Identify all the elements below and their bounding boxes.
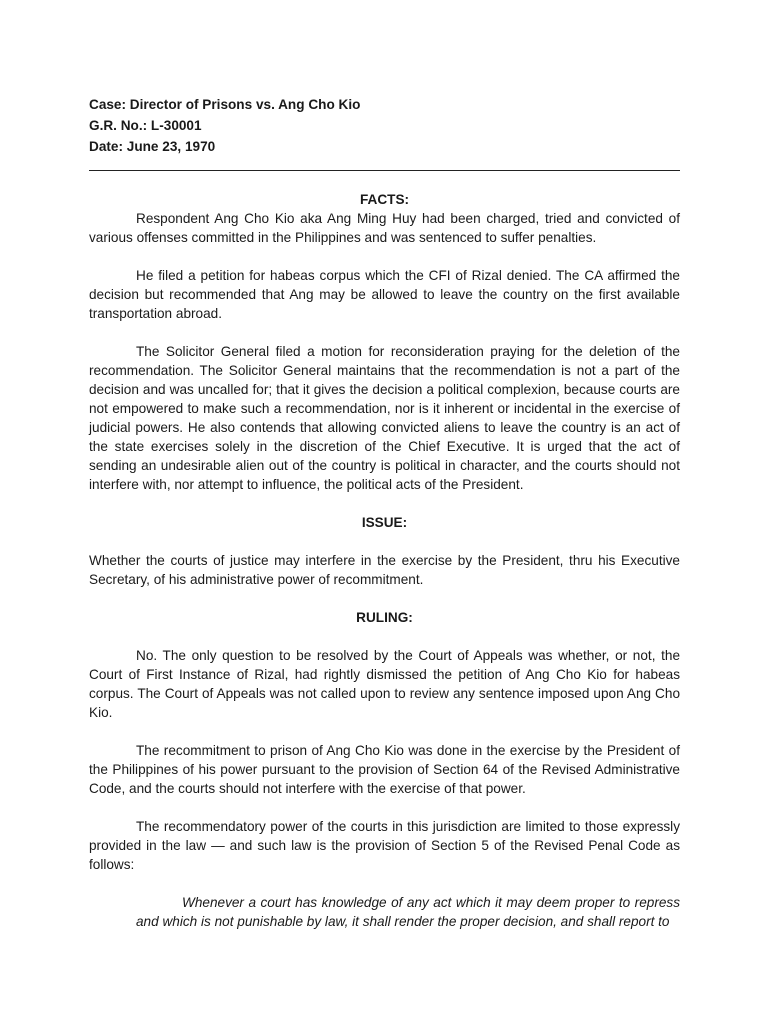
case-title: Case: Director of Prisons vs. Ang Cho Kio [89,97,361,112]
facts-paragraph-2: He filed a petition for habeas corpus which the CFI of Rizal denied. The CA affirmed the decision but recommended that Ang may be allowed to leave the country on the first available transportation abroad. [89,268,680,321]
case-date: Date: June 23, 1970 [89,139,216,154]
facts-heading: FACTS: [359,192,410,207]
ruling-paragraph-2: The recommitment to prison of Ang Cho Kio was done in the exercise by the President of the Philippines of his power pursuant to the provision of Section 64 of the Revised Administrative Code, and the courts should not interfere with the exercise of that power. [89,743,680,796]
document-body [89,190,680,931]
case-header [89,94,360,157]
ruling-quote: Whenever a court has knowledge of any act which it may deem proper to repress and which is not punishable by law, it shall render the proper decision, and shall report to [136,895,680,929]
facts-paragraph-1: Respondent Ang Cho Kio aka Ang Ming Huy had been charged, tried and convicted of various offenses committed in the Philippines and was sentenced to suffer penalties. [89,211,680,245]
gr-number: G.R. No.: L-30001 [89,118,202,133]
issue-heading: ISSUE: [361,515,408,530]
ruling-paragraph-1: No. The only question to be resolved by the Court of Appeals was whether, or not, the Court of First Instance of Rizal, had rightly dismissed the petition of Ang Cho Kio for habeas corpus. The Court of Appeals was not called upon to review any sentence imposed upon Ang Cho Kio. [89,648,680,720]
facts-paragraph-3: The Solicitor General filed a motion for reconsideration praying for the deletion of the recommendation. The Solicitor General maintains that the recommendation is not a part of the decision and was uncalled for; that it gives the decision a political complexion, because courts are not empowered to make such a recommendation, nor is it inherent or incidental in the exercise of judicial powers. He also contends that allowing convicted aliens to leave the country is an act of the state exercises solely in the discretion of the Chief Executive. It is urged that the act of sending an undesirable alien out of the country is political in character, and the courts should not interfere with, nor attempt to influence, the political acts of the President. [89,344,680,492]
issue-paragraph: Whether the courts of justice may interfere in the exercise by the President, thru his Executive Secretary, of his administrative power of recommitment. [89,553,680,587]
divider-line [89,170,680,171]
ruling-heading: RULING: [356,610,413,625]
ruling-paragraph-3: The recommendatory power of the courts in this jurisdiction are limited to those expressly provided in the law — and such law is the provision of Section 5 of the Revised Penal Code as follows: [89,819,680,872]
